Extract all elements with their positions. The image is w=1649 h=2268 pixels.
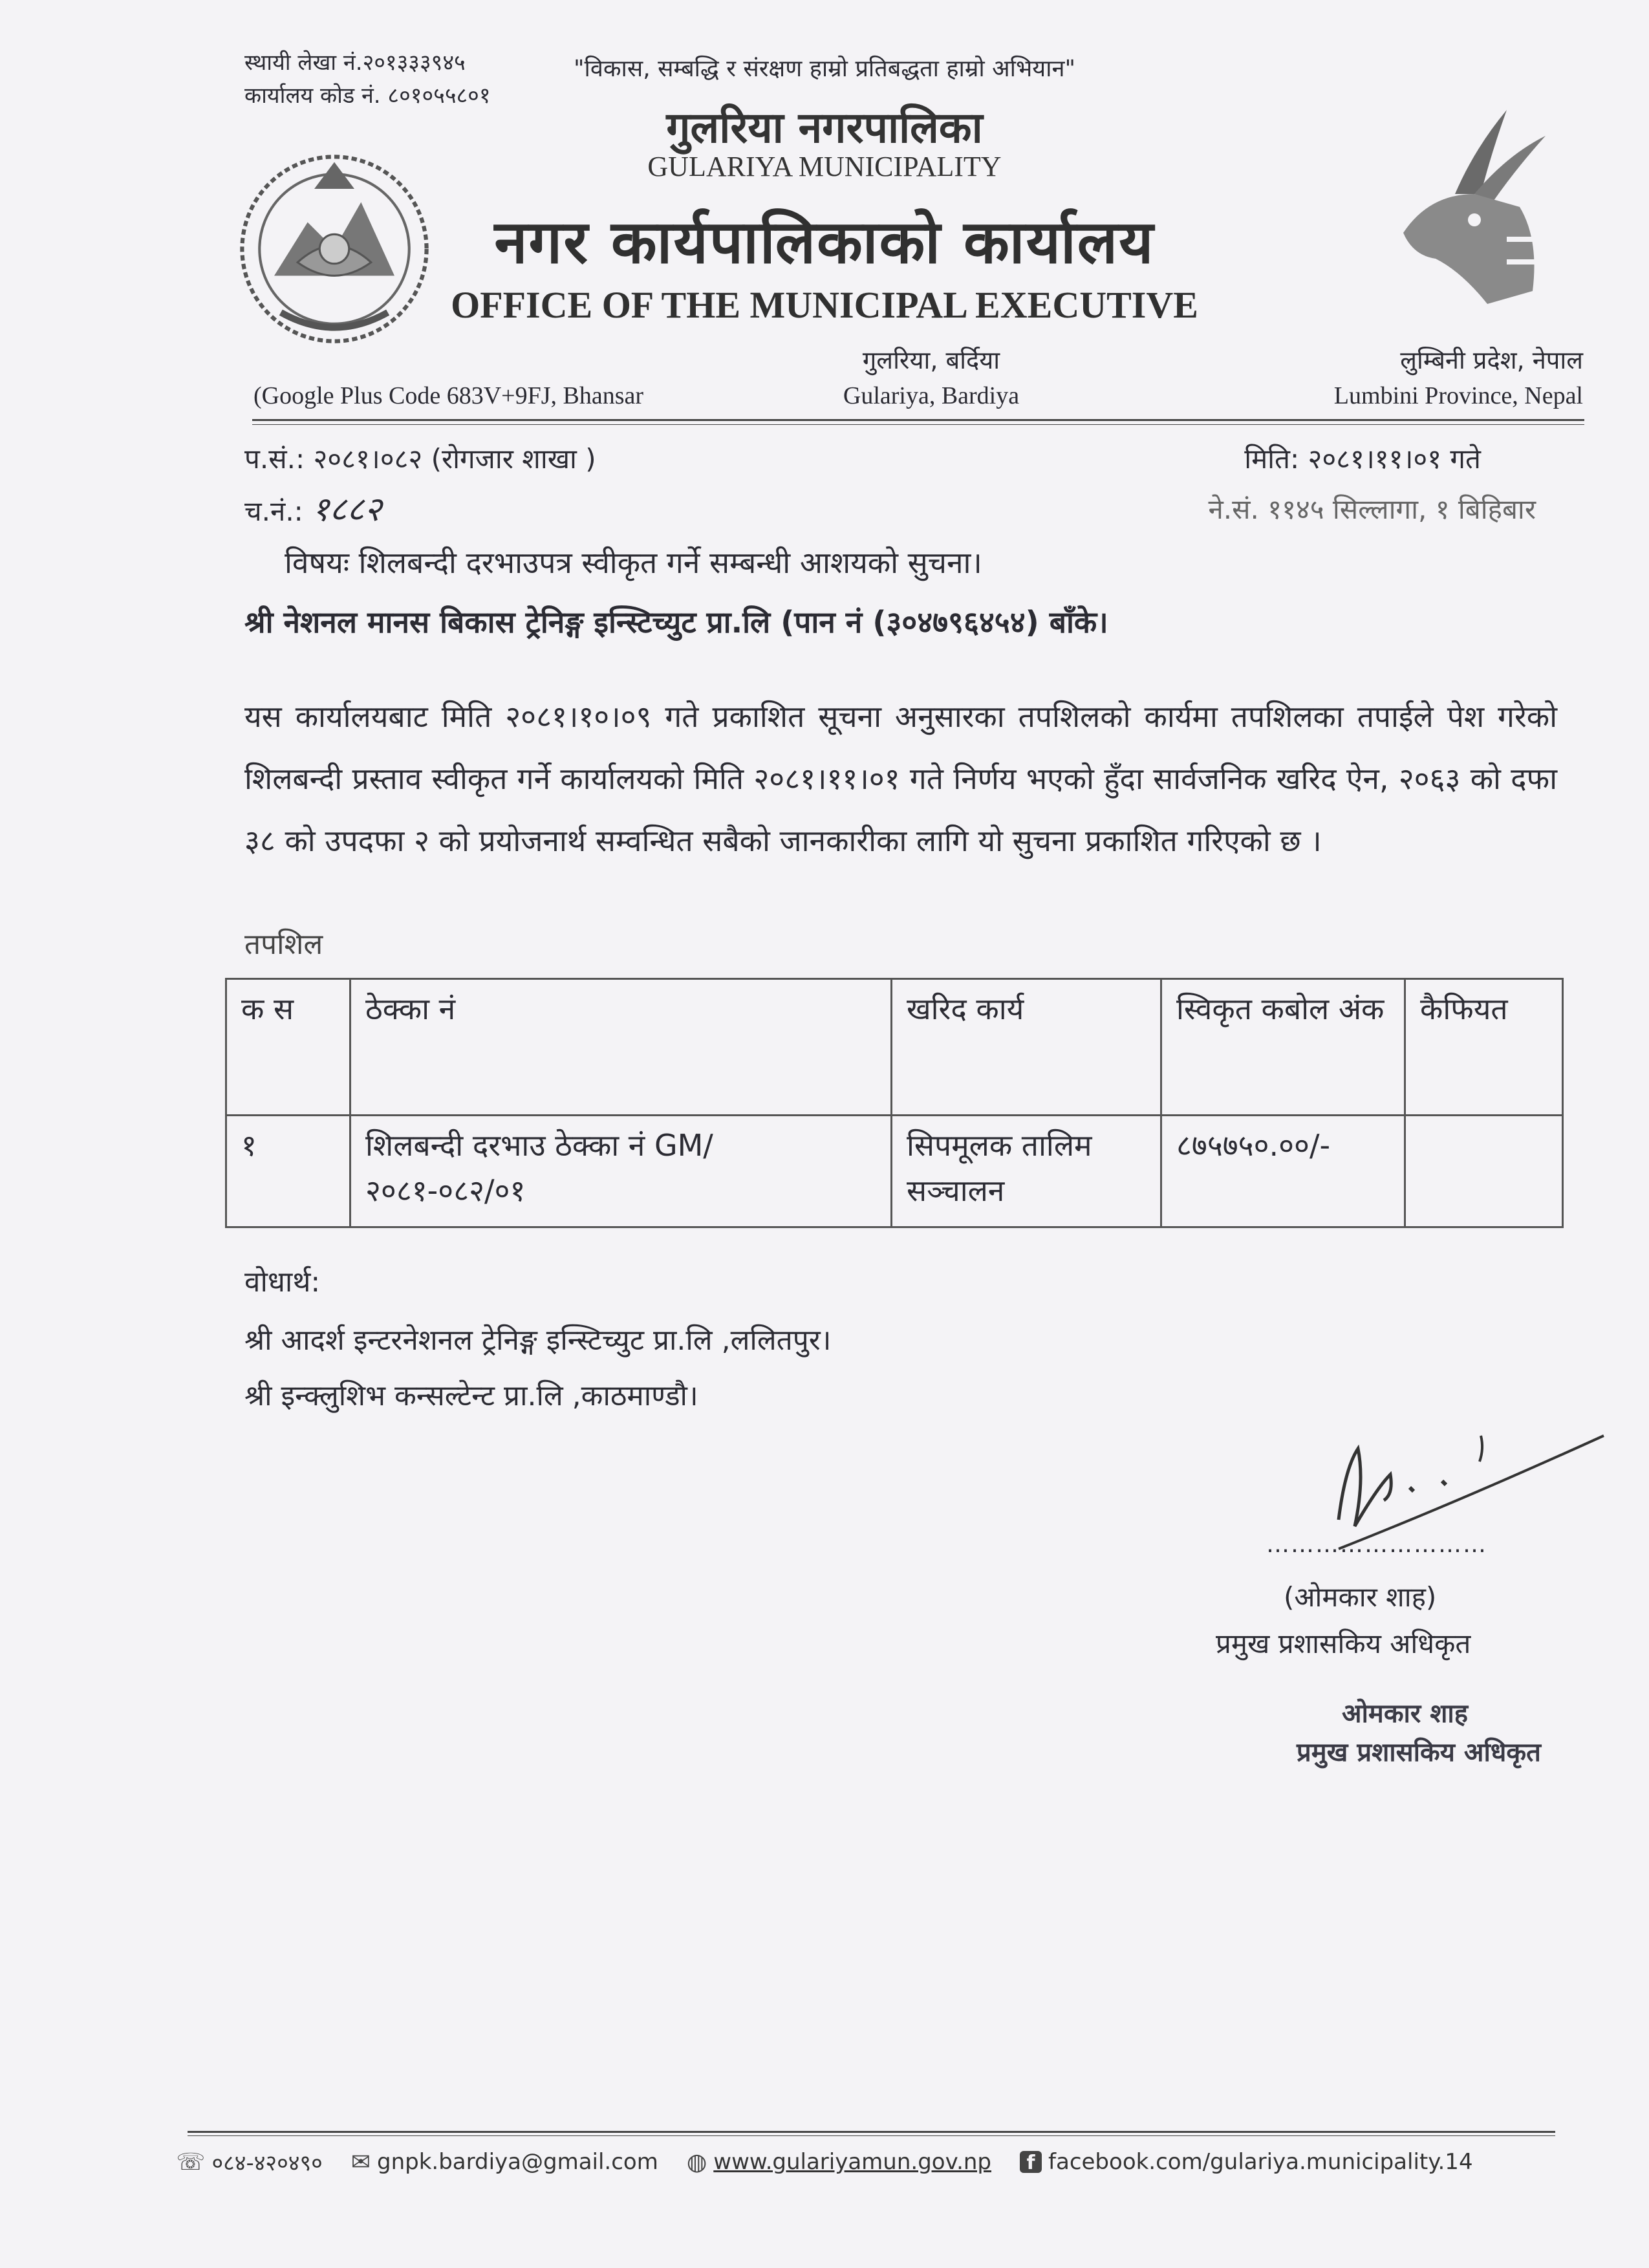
motto: "विकास, सम्बद्धि र संरक्षण हाम्रो प्रतिबद्धता हाम्रो अभियान"	[573, 56, 1075, 82]
dispatch-number-handwritten: १८८२	[312, 490, 382, 529]
dispatch-number	[244, 485, 382, 531]
cc-item: श्री इन्क्लुशिभ कन्सल्टेन्ट प्रा.लि ,काठमाण्डौ।	[244, 1379, 698, 1412]
cell-contract-no: शिलबन्दी दरभाउ ठेक्का नं GM/ २०८१-०८२/०१	[350, 1116, 892, 1227]
province-en: Lumbini Province, Nepal	[1333, 382, 1583, 409]
footer-rule-thin	[188, 2135, 1555, 2136]
footer-facebook[interactable]	[1020, 2149, 1473, 2175]
addressee: श्री नेशनल मानस बिकास ट्रेनिङ्ग इन्स्टिच्युट प्रा.लि (पान नं (३०४७९६४५४) बाँके।	[244, 605, 1108, 640]
account-number: स्थायी लेखा नं.२०१३३३९४५	[244, 50, 466, 76]
office-code: कार्यालय कोड नं. ८०१०५५८०१	[244, 83, 491, 109]
footer-email[interactable]	[351, 2149, 658, 2176]
nepal-emblem-icon	[234, 149, 435, 349]
blackbuck-emblem-icon	[1377, 97, 1565, 317]
email-address[interactable]: gnpk.bardiya@gmail.com	[377, 2149, 658, 2175]
municipality-name-en: GULARIYA MUNICIPALITY	[647, 151, 1002, 182]
website-link[interactable]: www.gulariyamun.gov.np	[713, 2149, 992, 2175]
schedule-table	[225, 978, 1564, 1228]
signatory-name: (ओमकार शाह)	[1284, 1581, 1437, 1613]
notice-body: यस कार्यालयबाट मिति २०८१।१०।०९ गते प्रकाशित सूचना अनुसारका तपशिलको कार्यमा तपशिलका तपाईले पेश गरेको शिलबन्दी प्रस्ताव स्वीकृत गर्ने कार्यालयको मिति २०८१।११।०१ गते निर्णय भएको हुँदा सार्वजनिक खरिद ऐन, २०६३ को दफा ३८ को उपदफा २ को प्रयोजनार्थ सम्वन्धित सबैको जानकारीका लागि यो सुचना प्रकाशित गरिएको छ ।	[244, 699, 1557, 858]
stamp-title: प्रमुख प्रशासकिय अधिकृत	[1297, 1738, 1541, 1767]
col-remarks: कैफियत	[1405, 979, 1563, 1116]
cc-item: श्री आदर्श इन्टरनेशनल ट्रेनिङ्ग इन्स्टिच्युट प्रा.लि ,ललितपुर।	[244, 1324, 832, 1357]
cell-procurement: सिपमूलक तालिम सञ्चालन	[892, 1116, 1161, 1227]
col-accepted-bid: स्विकृत कबोल अंक	[1161, 979, 1405, 1116]
table-header-row	[226, 979, 1563, 1116]
subject-line: विषयः शिलबन्दी दरभाउपत्र स्वीकृत गर्ने सम्बन्धी आशयको सुचना।	[285, 545, 982, 580]
footer-phone	[176, 2147, 322, 2177]
cell-remarks	[1405, 1116, 1563, 1227]
dispatch-label: च.नं.:	[244, 495, 312, 527]
reference-number: प.सं.: २०८१।०८२ (रोगजार शाखा )	[244, 443, 596, 475]
phone-icon: ☏	[176, 2148, 206, 2176]
facebook-icon: f	[1020, 2151, 1042, 2173]
province-np: लुम्बिनी प्रदेश, नेपाल	[1400, 346, 1583, 374]
cell-serial: १	[226, 1116, 350, 1227]
signatory-title: प्रमुख प्रशासकिय अधिकृत	[1216, 1628, 1471, 1659]
header-rule-thin	[252, 424, 1584, 425]
header-rule	[252, 419, 1584, 421]
letter-date: मिति: २०८१।११।०१ गते	[1244, 443, 1481, 475]
address-en: Gulariya, Bardiya	[843, 382, 1020, 409]
footer-website[interactable]	[687, 2149, 991, 2176]
municipality-name-np: गुलरिया नगरपालिका	[666, 103, 983, 153]
footer-rule	[188, 2131, 1555, 2133]
cc-label: वोधार्थ:	[244, 1266, 321, 1299]
footer-contacts	[97, 2147, 1552, 2177]
stamp-name: ओमकार शाह	[1342, 1699, 1469, 1729]
col-serial: क स	[226, 979, 350, 1116]
plus-code: (Google Plus Code 683V+9FJ, Bhansar	[253, 382, 644, 409]
office-title-en: OFFICE OF THE MUNICIPAL EXECUTIVE	[451, 284, 1198, 326]
cc-list	[244, 1313, 831, 1424]
facebook-link[interactable]: facebook.com/gulariya.municipality.14	[1048, 2149, 1473, 2175]
signature-line: ………………………	[1266, 1531, 1487, 1558]
nepal-sambat-date: ने.सं. ११४५ सिल्लागा, १ बिहिबार	[1208, 493, 1536, 525]
col-procurement: खरिद कार्य	[892, 979, 1161, 1116]
col-contract-no: ठेक्का नं	[350, 979, 892, 1116]
phone-number: ०८४-४२०४९०	[211, 2150, 323, 2176]
globe-icon: ◍	[686, 2148, 707, 2176]
address-np: गुलरिया, बर्दिया	[862, 346, 1000, 374]
mail-icon: ✉	[350, 2148, 371, 2176]
office-title-np: नगर कार्यपालिकाको कार्यालय	[494, 208, 1155, 277]
cell-accepted-bid: ८७५७५०.००/-	[1161, 1116, 1405, 1227]
schedule-label: तपशिल	[244, 928, 323, 961]
table-row	[226, 1116, 1563, 1227]
